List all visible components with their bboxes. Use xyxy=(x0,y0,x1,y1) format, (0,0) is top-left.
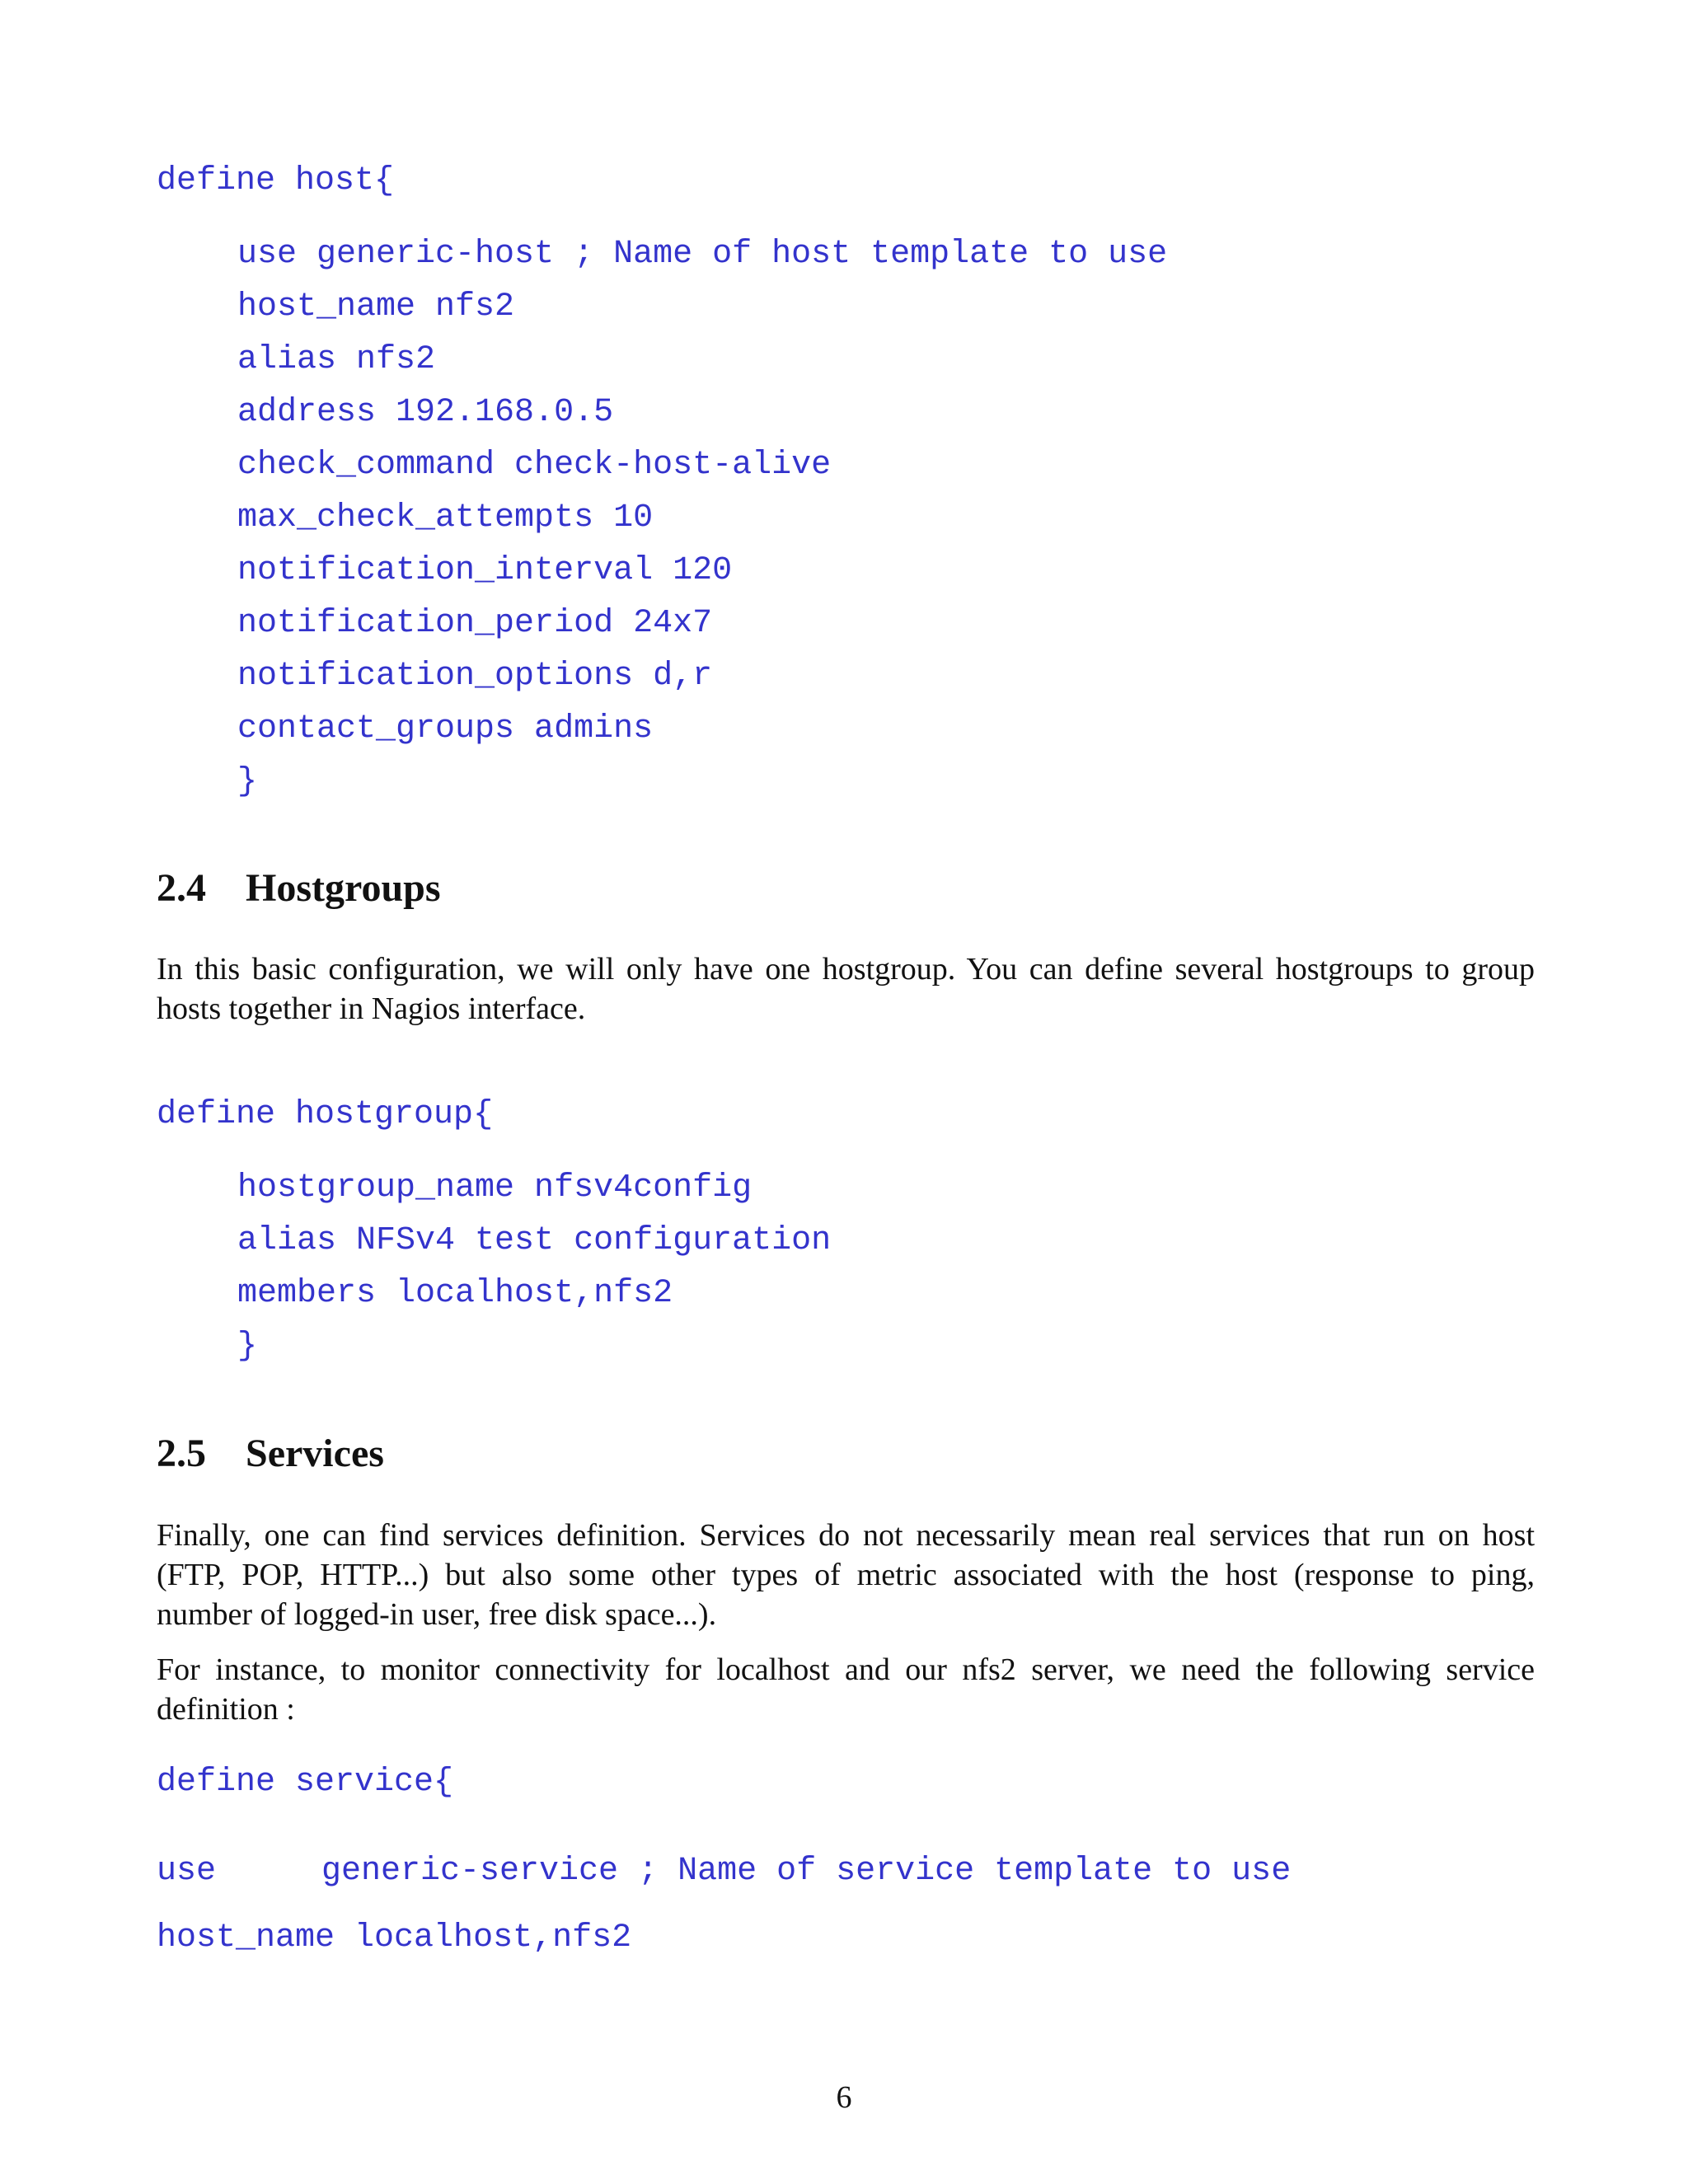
section-number: 2.4 xyxy=(157,866,206,910)
code-hostgroup-line: hostgroup_name nfsv4config xyxy=(237,1169,753,1207)
paragraph-services-line: Finally, one can find services definition. Services do not necessarily mean real services that run on host xyxy=(157,1518,1535,1553)
page-number: 6 xyxy=(836,2080,852,2115)
paragraph-services-line: number of logged-in user, free disk space...). xyxy=(157,1597,717,1632)
code-host-line: notification_interval 120 xyxy=(237,552,733,589)
paragraph-hostgroups-line: hosts together in Nagios interface. xyxy=(157,991,586,1026)
code-hostgroup-line: } xyxy=(237,1328,258,1365)
paragraph-hostgroups-line: In this basic configuration, we will only have one hostgroup. You can define several hostgroups to group xyxy=(157,952,1535,987)
code-host-line: alias nfs2 xyxy=(237,341,436,378)
code-host-line: host_name nfs2 xyxy=(237,288,515,326)
code-service-header: define service{ xyxy=(157,1764,454,1801)
code-host-line: notification_period 24x7 xyxy=(237,605,713,642)
code-host-line: contact_groups admins xyxy=(237,710,654,748)
section-number: 2.5 xyxy=(157,1432,206,1475)
code-host-line: address 192.168.0.5 xyxy=(237,394,614,431)
code-host-line: } xyxy=(237,763,258,800)
paragraph-services-line: (FTP, POP, HTTP...) but also some other types of metric associated with the host (response to ping, xyxy=(157,1558,1535,1592)
code-host-line: max_check_attempts 10 xyxy=(237,499,654,537)
section-title: Services xyxy=(246,1432,384,1475)
code-host-header: define host{ xyxy=(157,162,395,199)
code-host-line: notification_options d,r xyxy=(237,658,713,695)
section-heading-services xyxy=(157,1431,384,1476)
code-hostgroup-line: members localhost,nfs2 xyxy=(237,1275,673,1312)
code-service-use-value: generic-service ; Name of service template to use xyxy=(321,1853,1292,1890)
code-service-use-keyword: use xyxy=(157,1853,217,1890)
code-hostgroup-line: alias NFSv4 test configuration xyxy=(237,1222,832,1259)
code-host-line: check_command check-host-alive xyxy=(237,447,832,484)
paragraph-services-line: For instance, to monitor connectivity for localhost and our nfs2 server, we need the following service xyxy=(157,1652,1535,1687)
code-hostgroup-header: define hostgroup{ xyxy=(157,1096,494,1133)
code-host-line: use generic-host ; Name of host template to use xyxy=(237,236,1168,273)
section-heading-hostgroups xyxy=(157,865,441,911)
paragraph-services-line: definition : xyxy=(157,1692,295,1727)
section-title: Hostgroups xyxy=(246,866,441,910)
code-service-host-name: host_name localhost,nfs2 xyxy=(157,1919,632,1957)
